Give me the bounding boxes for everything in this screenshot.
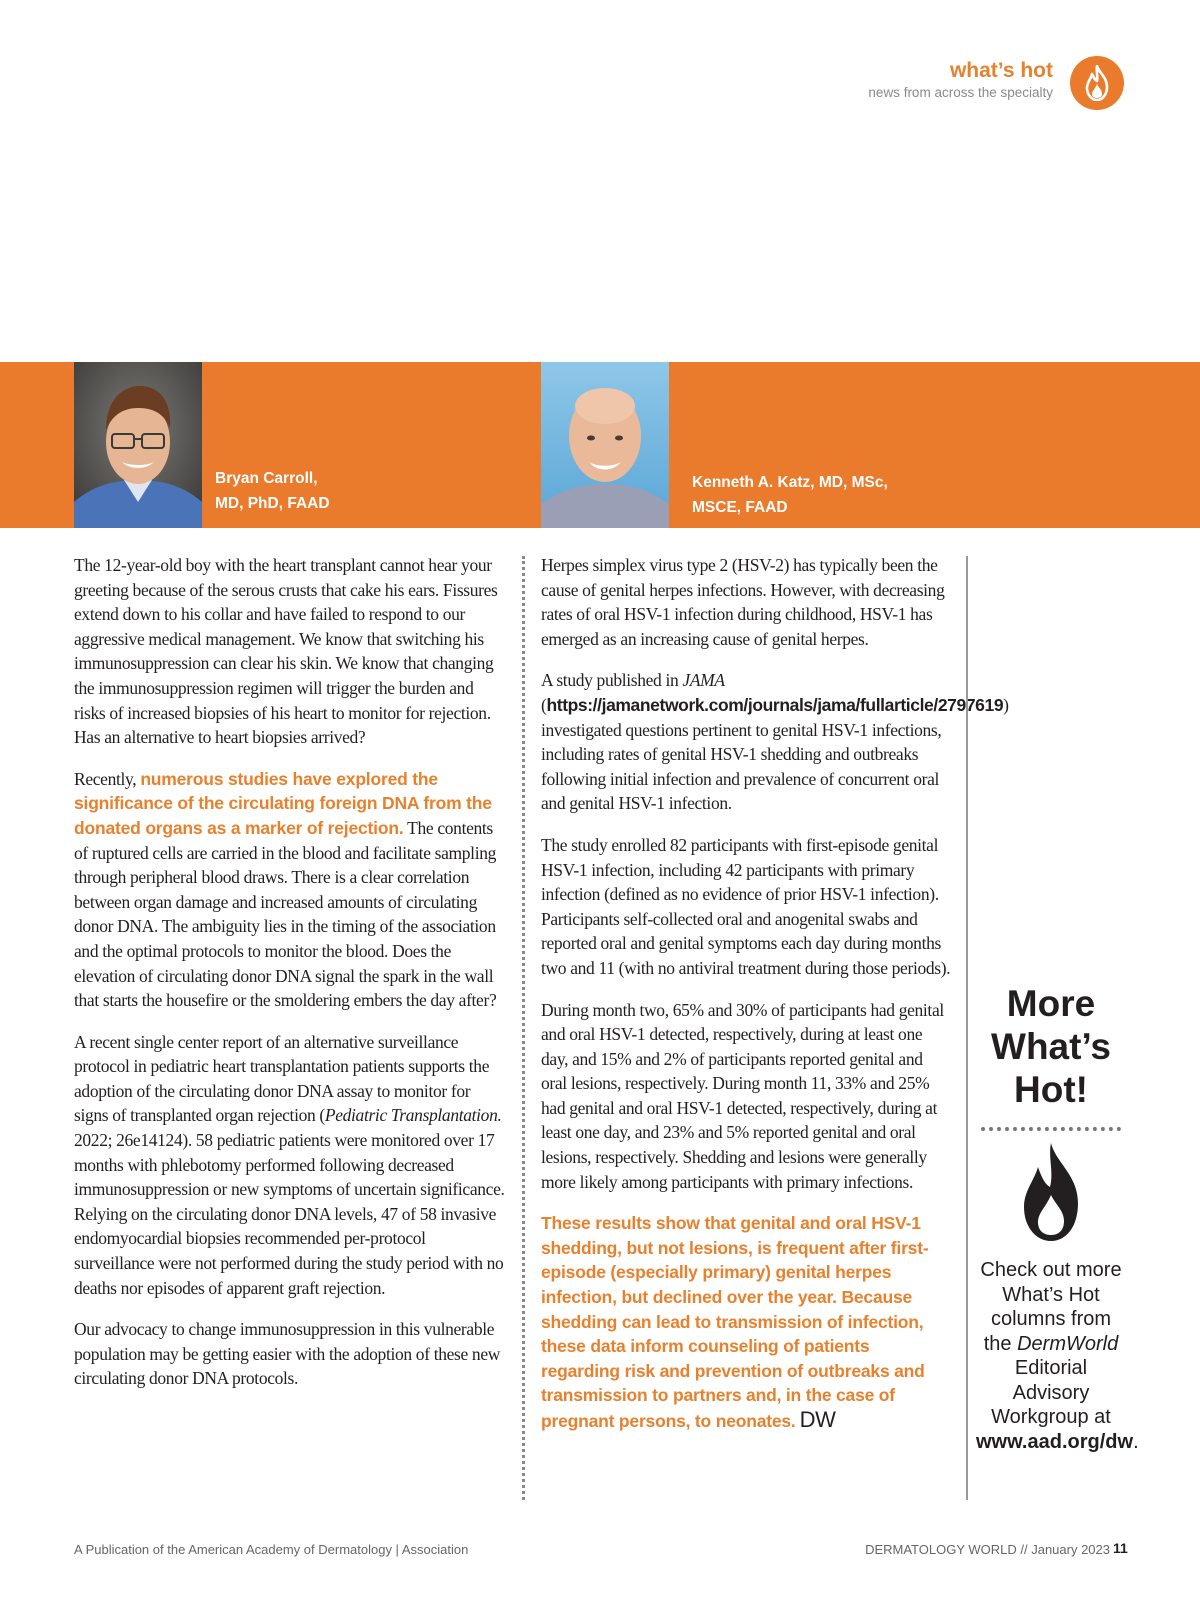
footer-issue: DERMATOLOGY WORLD // January 2023 bbox=[865, 1542, 1110, 1557]
author-photo-bryan-carroll bbox=[74, 362, 202, 528]
author-name-1: Bryan Carroll, MD, PhD, FAAD bbox=[215, 470, 330, 512]
paragraph: Recently, numerous studies have explored the significance of the circulating foreign DNA from the donated organs as a marker of rejection. The contents of ruptured cells are carried in the blood and facilitate sampling through peripheral blood draws. There is a clear correlation between organ damage and increased amounts of circulating donor DNA. The ambiguity lies in the timing of the association and the optimal protocols to monitor the blood. Does the elevation of circulating donor DNA signal the spark in the wall that starts the housefire or the smoldering embers the day after? bbox=[74, 768, 497, 1011]
section-header bbox=[868, 58, 1053, 102]
paragraph: A recent single center report of an alternative surveillance protocol in pediatric heart transplantation patients supports the adoption of the circulating donor DNA assay to monitor for signs of transplanted organ rejection (Pediatric Transplantation. 2022; 26e14124). 58 pediatric patients were monitored over 17 months with phlebotomy performed following decreased immunosuppression or new symptoms of uncertain significance. Relying on the circulating donor DNA levels, 47 of 58 invasive endomyocardial biopsies recommended per-protocol surveillance were not performed during the study period with no deaths nor episodes of apparent graft rejection. bbox=[74, 1031, 505, 1298]
article-column-2 bbox=[541, 553, 1009, 1451]
paragraph: The 12-year-old boy with the heart transplant cannot hear your greeting because of the serous crusts that cake his ears. Fissures extend down to his collar and have failed to respond to our aggressive medical management. We know that switching his immunosuppression can clear his skin. We know that changing the immunosuppression regimen will trigger the burden and risks of increased biopsies of his heart to monitor for rejection. Has an alternative to heart biopsies arrived? bbox=[74, 555, 498, 748]
highlight-quote: numerous studies have explored the significance of the circulating foreign DNA from the donated organs as a marker of rejection. bbox=[74, 768, 492, 838]
jama-article-link[interactable]: https://jamanetwork.com/journals/jama/fullarticle/2797619 bbox=[546, 694, 1004, 715]
author-name-2: Kenneth A. Katz, MD, MSc, MSCE, FAAD bbox=[692, 474, 888, 516]
paragraph: Herpes simplex virus type 2 (HSV-2) has typically been the cause of genital herpes infections. However, with decreasing rates of oral HSV-1 infection during childhood, HSV-1 has emerged as an increasing cause of genital herpes. bbox=[541, 555, 945, 649]
more-whats-hot-sidebar bbox=[976, 982, 1139, 1454]
flame-badge bbox=[1070, 56, 1124, 110]
section-subtitle: news from across the specialty bbox=[868, 85, 1053, 100]
paragraph: Our advocacy to change immunosuppression in this vulnerable population may be getting easier with the adoption of these new circulating donor DNA protocols. bbox=[74, 1319, 501, 1389]
paragraph bbox=[541, 1211, 951, 1433]
flame-icon bbox=[1014, 1143, 1088, 1243]
page-number: 11 bbox=[1113, 1540, 1128, 1556]
paragraph: During month two, 65% and 30% of participants had genital and oral HSV-1 detected, respectively, during at least one day, and 15% and 2% of participants reported genital and oral lesions, respectively. During month 11, 33% and 25% had genital and oral HSV-1 detected, respectively, during at least one day, and 23% and 5% reported genital and oral lesions, respectively. Shedding and lesions were generally more likely among participants with primary infections. bbox=[541, 999, 944, 1192]
aad-dw-link[interactable]: www.aad.org/dw bbox=[976, 1430, 1134, 1453]
column-divider bbox=[522, 556, 525, 1500]
dotted-rule bbox=[981, 1127, 1121, 1131]
sidebar-text: Check out more What’s Hot columns from the DermWorld Editorial Advisory Workgroup at www.aad.org/dw. bbox=[976, 1259, 1139, 1453]
journal-name: JAMA bbox=[682, 670, 725, 691]
paragraph: The study enrolled 82 participants with first-episode genital HSV-1 infection, including 42 participants with primary infection (defined as no evidence of prior HSV-1 infection). Participants self-collected oral and anogenital swabs and reported oral and genital symptoms each day during months two and 11 (with no antiviral treatment during those periods). bbox=[541, 834, 951, 978]
footer-publisher: A Publication of the American Academy of Dermatology | Association bbox=[74, 1542, 469, 1557]
sidebar-divider bbox=[966, 556, 968, 1500]
article-column-1 bbox=[74, 553, 506, 1408]
flame-icon bbox=[1082, 65, 1112, 101]
end-mark: DW bbox=[799, 1407, 836, 1432]
paragraph: A study published in JAMA (https://jamanetwork.com/journals/jama/fullarticle/2797619) investigated questions pertinent to genital HSV-1 infections, including rates of genital HSV-1 shedding and outbreaks following initial infection and prevalence of concurrent oral and genital HSV-1 infection. bbox=[541, 670, 1009, 814]
sidebar-heading: More What’s Hot! bbox=[991, 983, 1111, 1110]
author-photo-kenneth-katz bbox=[541, 362, 669, 528]
section-title: what’s hot bbox=[949, 59, 1053, 82]
citation: Pediatric Transplantation. bbox=[324, 1105, 502, 1126]
highlight-conclusion: These results show that genital and oral HSV-1 shedding, but not lesions, is frequent after first-episode (especially primary) genital herpes infection, but declined over the year. Because shedding can lead to transmission of infection, these data inform counseling of patients regarding risk and prevention of outbreaks and transmission to partners and, in the case of pregnant persons, to neonates. bbox=[541, 1213, 929, 1431]
